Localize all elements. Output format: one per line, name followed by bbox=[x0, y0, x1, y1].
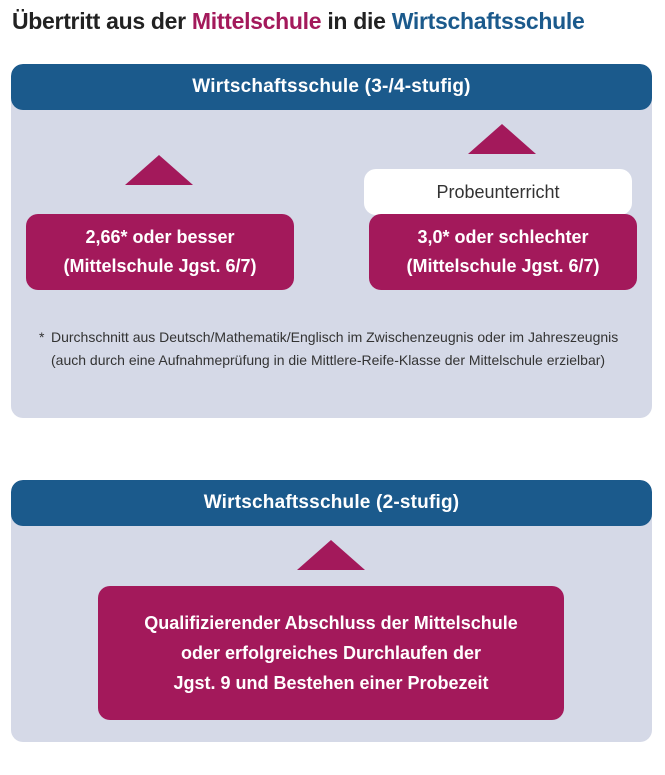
title-wirtschaftsschule: Wirtschaftsschule bbox=[391, 8, 585, 34]
footnote bbox=[39, 326, 629, 372]
page-title bbox=[12, 8, 662, 35]
requirement-box-better bbox=[26, 214, 294, 290]
footnote-text: Durchschnitt aus Deutsch/Mathematik/Englisch im Zwischenzeugnis oder im Jahreszeugnis (auch durch eine Aufnahmeprüfung in die Mittlere-Reife-Klasse der Mittelschule erzielbar) bbox=[51, 329, 619, 368]
title-part-1: Übertritt aus der bbox=[12, 8, 192, 34]
footnote-star: * bbox=[39, 329, 45, 345]
requirement-better-line2: (Mittelschule Jgst. 6/7) bbox=[63, 256, 257, 276]
requirement-2-stufig-line3: Jgst. 9 und Bestehen einer Probezeit bbox=[173, 673, 489, 693]
panel-2-stufig bbox=[11, 480, 652, 742]
requirement-worse-line2: (Mittelschule Jgst. 6/7) bbox=[406, 256, 600, 276]
panel-header-3-4-stufig: Wirtschaftsschule (3-/4-stufig) bbox=[11, 64, 652, 110]
requirement-2-stufig-line2: oder erfolgreiches Durchlaufen der bbox=[180, 643, 482, 663]
probeunterricht-box bbox=[364, 169, 632, 215]
requirement-worse-line1: 3,0* oder schlechter bbox=[417, 227, 589, 247]
panel-3-4-stufig bbox=[11, 64, 652, 418]
panel-header-2-stufig: Wirtschaftsschule (2-stufig) bbox=[11, 480, 652, 526]
requirement-box-2-stufig bbox=[98, 586, 564, 720]
arrow-up-triangle-left bbox=[125, 155, 193, 185]
requirement-better-line1: 2,66* oder besser bbox=[85, 227, 235, 247]
arrow-up-triangle-right bbox=[468, 124, 536, 154]
arrow-up-triangle-bottom bbox=[297, 540, 365, 570]
probeunterricht-label: Probeunterricht bbox=[436, 181, 560, 202]
requirement-2-stufig-line1: Qualifizierender Abschluss der Mittelschule bbox=[144, 613, 518, 633]
title-mittelschule: Mittelschule bbox=[191, 8, 322, 34]
requirement-box-worse bbox=[369, 214, 637, 290]
title-part-3: in die bbox=[321, 8, 392, 34]
